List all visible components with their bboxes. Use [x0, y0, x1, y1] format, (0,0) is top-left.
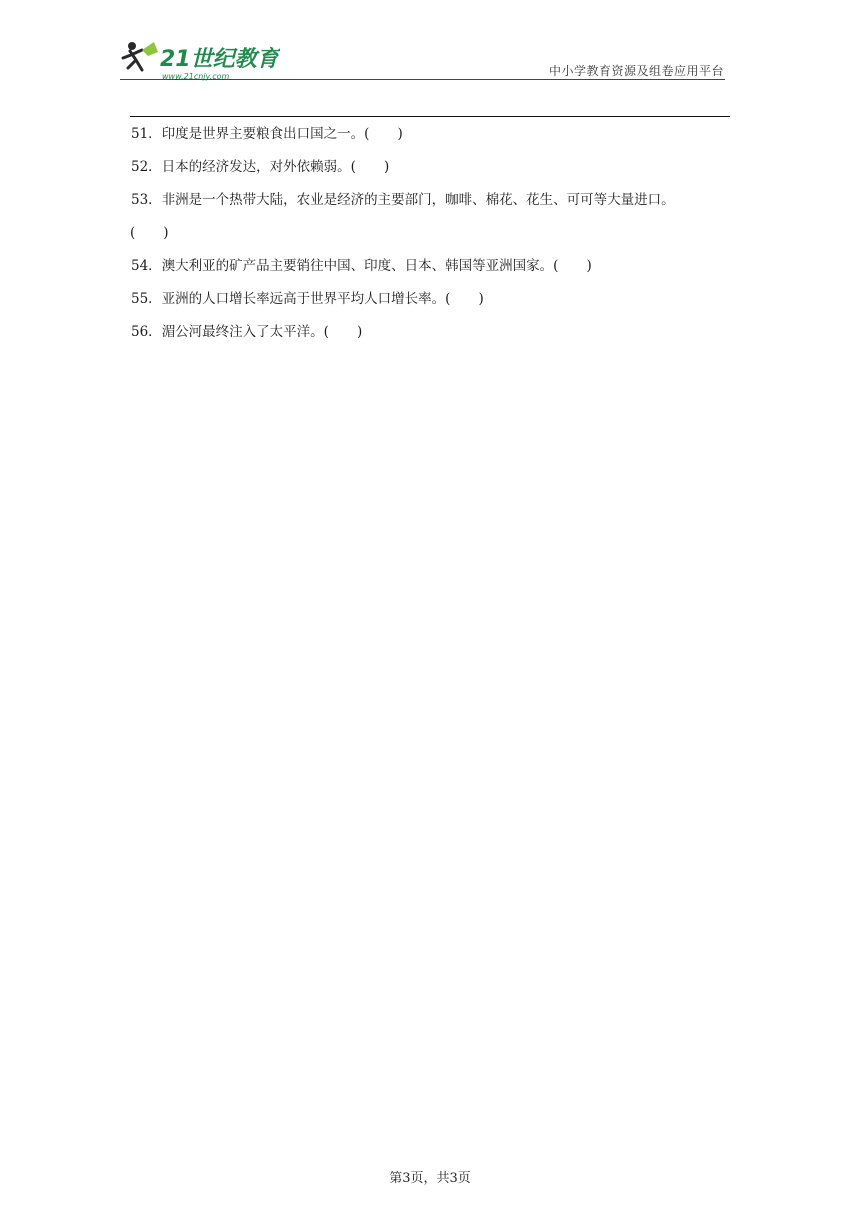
question-number: 54．: [131, 258, 162, 274]
question-55: [131, 289, 736, 309]
runner-logo-icon: [120, 38, 280, 82]
question-number: 51．: [131, 126, 162, 142]
question-52: [131, 157, 736, 177]
question-number: 53．: [131, 192, 162, 208]
answer-close-paren: ): [383, 159, 390, 175]
header-divider: [130, 116, 730, 117]
question-text: 日本的经济发达，对外依赖弱。(: [161, 159, 356, 175]
brand-logo: [120, 38, 280, 82]
question-number: 56．: [131, 324, 162, 340]
question-text: 澳大利亚的矿产品主要销往中国、印度、日本、韩国等亚洲国家。(: [161, 258, 559, 274]
answer-close-paren: ): [586, 258, 592, 274]
question-number: 55．: [131, 291, 162, 307]
answer-close-paren: ): [356, 324, 363, 340]
question-number: 52．: [131, 159, 162, 175]
question-text: 湄公河最终注入了太平洋。(: [161, 324, 329, 340]
question-53: [131, 190, 736, 210]
question-text: 印度是世界主要粮食出口国之一。(: [161, 126, 370, 142]
question-56: [131, 322, 736, 342]
question-text: 非洲是一个热带大陆，农业是经济的主要部门，咖啡、棉花、花生、可可等大量进口。: [161, 192, 675, 208]
page-header: [120, 38, 730, 88]
page-number: 第3页，共3页: [389, 1171, 471, 1186]
answer-close-paren: ): [397, 126, 403, 142]
answer-close-paren: ): [163, 225, 169, 241]
question-54: [131, 256, 736, 276]
answer-open-paren: (: [130, 225, 136, 241]
svg-text:www.21cnjy.com: www.21cnjy.com: [162, 72, 230, 81]
question-53-continuation: [130, 223, 736, 243]
question-51: [131, 124, 736, 144]
question-text: 亚洲的人口增长率远高于世界平均人口增长率。(: [161, 291, 451, 307]
answer-close-paren: ): [478, 291, 484, 307]
svg-text:21世纪教育: 21世纪教育: [160, 47, 279, 72]
question-list: [131, 124, 736, 342]
platform-label: 中小学教育资源及组卷应用平台: [548, 64, 724, 78]
header-thin-divider: [120, 79, 725, 80]
